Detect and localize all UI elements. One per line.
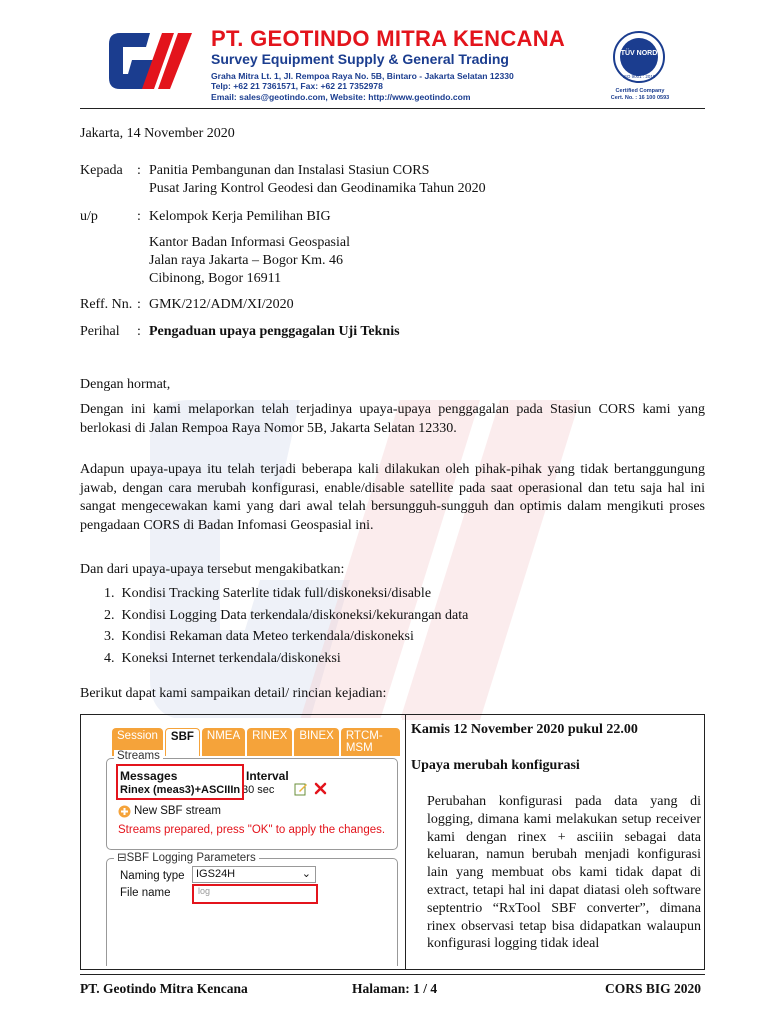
file-name-value: log [198,886,211,896]
company-logo-icon [106,30,196,92]
footer-page-number: Halaman: 1 / 4 [352,981,438,996]
tab-session[interactable]: Session [112,728,163,756]
perihal-label: Perihal [80,324,120,339]
incident-action: Upaya merubah konfigurasi [411,758,580,773]
logging-title: ⊟SBF Logging Parameters [114,850,259,864]
tab-sbf[interactable]: SBF [165,728,200,756]
receiver-config-screenshot [84,718,402,966]
greeting: Dengan hormat, [80,377,171,392]
tab-rinex[interactable]: RINEX [247,728,292,756]
streams-title: Streams [114,750,163,762]
footer-company: PT. Geotindo Mitra Kencana [80,981,248,996]
list-item: 4. Koneksi Internet terkendala/diskoneksi [104,651,341,666]
company-phone: Telp: +62 21 7361571, Fax: +62 21 7352978 [211,81,383,91]
naming-type-value: IGS24H [196,868,236,880]
highlight-box-messages [116,764,244,800]
incident-table [80,714,705,970]
footer-doc-label: CORS BIG 2020 [605,981,702,996]
kepada-colon: : [137,163,141,178]
interval-header: Interval [246,769,289,783]
tuv-certification-badge-icon [612,30,666,84]
edit-icon[interactable] [294,782,308,796]
interval-value: 30 sec [242,784,275,796]
logging-title-text: SBF Logging Parameters [126,852,256,864]
up-colon: : [137,209,141,224]
incident-description: Perubahan konfigurasi pada data yang di logging, dimana kami melakukan setup receiver kami dengan rinex + asciiin sebagai data keluaran, namun berubah menjadi konfigurasi lain yang membuat obs kami tidak dapat di extract, tetapi hal ini dapat diatasi oleh software septentrio “RxTool SBF converter”, dimana rinex observasi tetap bisa didapatkan walaupun konfigurasi logging tidak ideal [427,794,701,952]
tab-binex[interactable]: BINEX [294,728,339,756]
paragraph-1: Dengan ini kami melaporkan telah terjadinya upaya-upaya penggagalan pada Stasiun CORS kami yang berlokasi di Jalan Rempoa Raya Nomor 5B, Jakarta Selatan 12330. [80,402,705,436]
up-label: u/p [80,209,98,224]
cert-number: Cert. No. : 16 100 0593 [610,95,670,101]
header-divider [80,108,705,109]
reff-value: GMK/212/ADM/XI/2020 [149,297,294,312]
kepada-line2: Pusat Jaring Kontrol Geodesi dan Geodinamika Tahun 2020 [149,181,486,196]
up-value: Kelompok Kerja Pemilihan BIG [149,209,331,224]
perihal-colon: : [137,324,141,339]
reff-colon: : [137,297,141,312]
chevron-down-icon: ⌄ [301,868,311,880]
messages-header: Messages [120,769,178,783]
tab-rtcm-msm[interactable]: RTCM-MSM [341,728,400,756]
tab-nmea[interactable]: NMEA [202,728,245,756]
company-email: Email: sales@geotindo.com, Website: http://www.geotindo.com [211,92,471,102]
list-item: 3. Kondisi Rekaman data Meteo terkendala/diskoneksi [104,629,414,644]
footer-divider [80,974,705,975]
company-tagline: Survey Equipment Supply & General Trading [211,51,509,67]
list-item: 2. Kondisi Logging Data terkendala/diskoneksi/kekurangan data [104,608,469,623]
list-item: 1. Kondisi Tracking Saterlite tidak full/diskoneksi/disable [104,586,432,601]
company-address: Graha Mitra Lt. 1, Jl. Rempoa Raya No. 5B, Bintaro - Jakarta Selatan 12330 [211,71,514,81]
paragraph-2: Adapun upaya-upaya itu telah terjadi beberapa kali dilakukan oleh pihak-pihak yang tidak bertanggungung jawab, dengan cara merubah konfigurasi, enable/disable satellite pada saat operasional dan tetu saja hal ini sangat mengecewakan kami yang dari awal telah bersungguh-sungguh dan optimis dalam mengikuti proses pengadaan CORS di Badan Infomasi Geospasial ini. [80,462,705,533]
file-name-label: File name [120,887,171,899]
reff-label: Reff. Nn. [80,297,133,312]
delete-icon[interactable] [314,782,327,795]
cert-caption: Certified Company [615,88,665,94]
file-name-input[interactable] [192,884,318,904]
cert-badge-subtext: ISO 9001 : 2015 [622,74,656,79]
add-icon[interactable] [118,805,131,818]
office-line1: Kantor Badan Informasi Geospasial [149,235,350,250]
new-sbf-stream-button[interactable]: New SBF stream [134,805,221,817]
cert-badge-text: TÜV NORD [620,50,658,57]
incident-details [411,721,701,953]
naming-type-select[interactable] [192,866,316,883]
kepada-line1: Panitia Pembangunan dan Instalasi Stasiun CORS [149,163,430,178]
letter-date: Jakarta, 14 November 2020 [80,126,235,141]
incident-datetime: Kamis 12 November 2020 pukul 22.00 [411,722,638,737]
kepada-label: Kepada [80,163,123,178]
status-message: Streams prepared, press "OK" to apply the changes. [118,824,386,836]
list-intro: Dan dari upaya-upaya tersebut mengakibatkan: [80,562,345,577]
perihal-value: Pengaduan upaya penggagalan Uji Teknis [149,324,400,339]
naming-type-label: Naming type [120,870,185,882]
company-name: PT. GEOTINDO MITRA KENCANA [211,26,566,51]
message-value-text: Rinex (meas3)+ASCIIIn [120,784,241,796]
office-line3: Cibinong, Bogor 16911 [149,271,282,286]
detail-intro: Berikut dapat kami sampaikan detail/ rincian kejadian: [80,686,387,701]
office-line2: Jalan raya Jakarta – Bogor Km. 46 [149,253,343,268]
table-column-divider [405,715,406,969]
